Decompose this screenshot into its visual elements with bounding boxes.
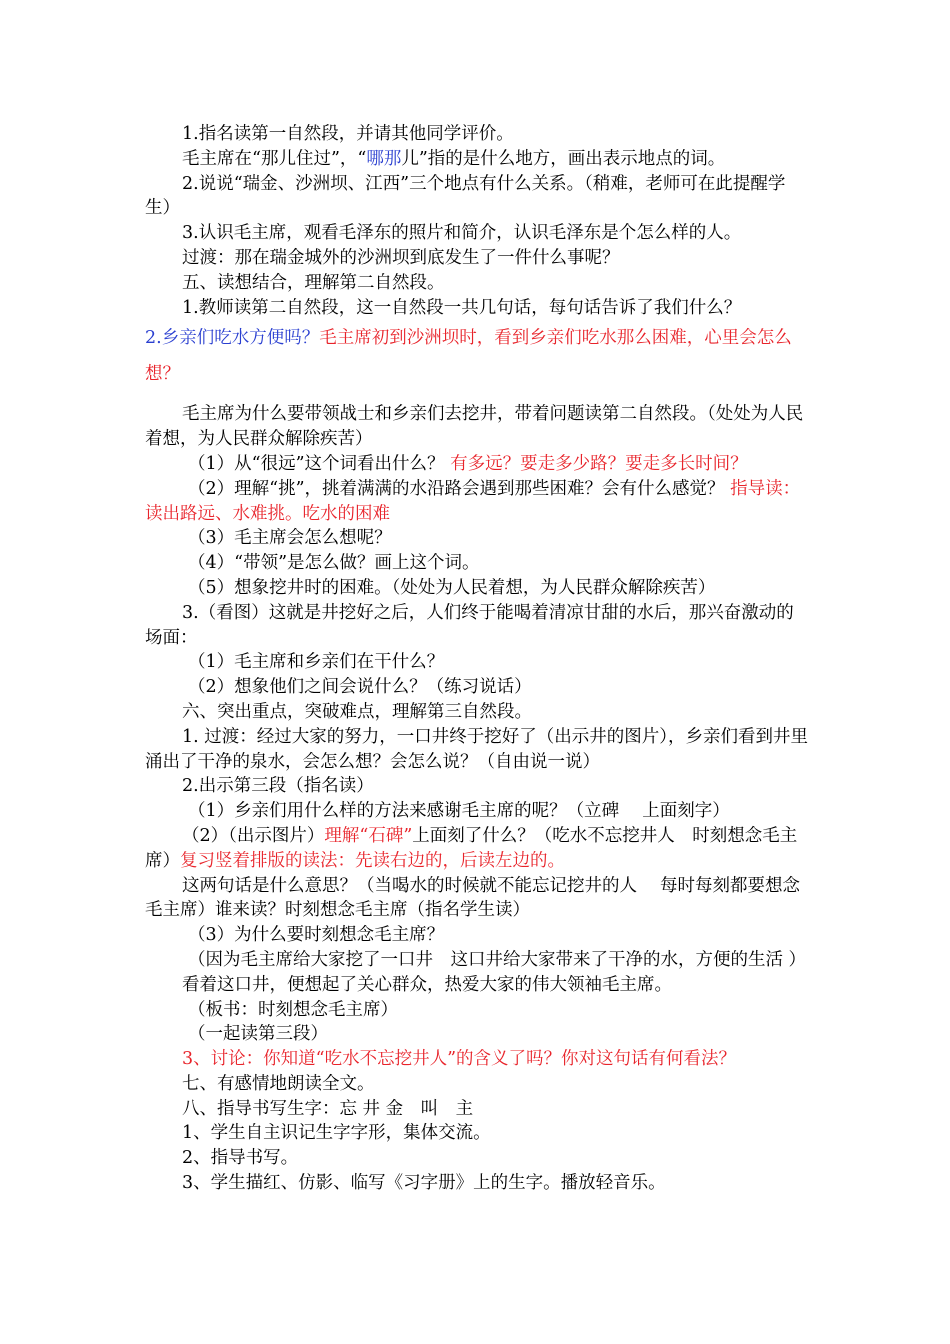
para-31: 八、指导书写生字：忘 井 金 叫 主 bbox=[182, 1098, 474, 1119]
para-10-text: （1）从“很远”这个词看出什么？ bbox=[188, 453, 451, 474]
para-26: 看着这口井，便想起了关心群众，热爱大家的伟大领袖毛主席。 bbox=[182, 974, 672, 995]
para-16: （1）毛主席和乡亲们在干什么？ bbox=[188, 652, 445, 673]
para-23: 这两句话是什么意思？（当喝水的时候就不能忘记挖井的人 每时每刻都要想念毛主席）谁来读？时刻想念毛主席（指名学生读） bbox=[145, 875, 801, 921]
para-8 bbox=[145, 320, 810, 392]
para-4: 3.认识毛主席，观看毛泽东的照片和简介，认识毛泽东是个怎么样的人。 bbox=[182, 223, 742, 244]
document-page bbox=[145, 122, 810, 1196]
para-15: 3.（看图）这就是井挖好之后，人们终于能喝着清凉甘甜的水后，那兴奋激动的场面： bbox=[145, 602, 794, 648]
para-2-text-c: 儿”指的是什么地方，画出表示地点的词。 bbox=[401, 148, 726, 169]
para-12: （3）毛主席会怎么想呢？ bbox=[188, 528, 392, 549]
para-22-text-b: 上面刻了什么？（吃水不忘挖井人 时刻想念毛主席） bbox=[145, 825, 798, 871]
para-5: 过渡：那在瑞金城外的沙洲坝到底发生了一件什么事呢？ bbox=[182, 247, 620, 268]
para-28: （一起读第三段） bbox=[188, 1024, 328, 1045]
para-22-red-a: 理解“石碑” bbox=[324, 825, 413, 846]
para-8-red: 毛主席初到沙洲坝时，看到乡亲们吃水那么困难，心里会怎么想？ bbox=[145, 328, 792, 385]
para-34: 3、学生描红、仿影、临写《习字册》上的生字。播放轻音乐。 bbox=[182, 1173, 666, 1194]
para-1: 1.指名读第一自然段，并请其他同学评价。 bbox=[182, 124, 514, 144]
para-33: 2、指导书写。 bbox=[182, 1148, 299, 1169]
para-21: （1）乡亲们用什么样的方法来感谢毛主席的呢？（立碑 上面刻字） bbox=[188, 801, 730, 822]
para-25: （因为毛主席给大家挖了一口井 这口井给大家带来了干净的水，方便的生活 ） bbox=[188, 949, 807, 970]
para-7: 1.教师读第二自然段，这一自然段一共几句话，每句话告诉了我们什么？ bbox=[182, 297, 742, 318]
para-22 bbox=[145, 824, 810, 874]
para-24: （3）为什么要时刻想念毛主席？ bbox=[188, 925, 445, 946]
para-14: （5）想象挖井时的困难。（处处为人民着想，为人民群众解除疾苦） bbox=[188, 577, 716, 598]
para-22-text-a: （2）（出示图片） bbox=[182, 825, 325, 846]
para-11-red: 指导读：读出路远、水难挑。吃水的困难 bbox=[145, 478, 801, 524]
para-11 bbox=[145, 477, 810, 527]
para-17: （2）想象他们之间会说什么？（练习说话） bbox=[188, 677, 532, 698]
para-2 bbox=[145, 147, 810, 172]
para-22-red-b: 复习竖着排版的读法：先读右边的，后读左边的。 bbox=[180, 850, 565, 871]
para-8-num: 2. bbox=[145, 328, 162, 349]
para-32: 1、学生自主识记生字字形，集体交流。 bbox=[182, 1123, 491, 1144]
para-3: 2.说说“瑞金、沙洲坝、江西”三个地点有什么关系。（稍难，老师可在此提醒学生） bbox=[145, 173, 786, 219]
para-20: 2.出示第三段（指名读） bbox=[182, 776, 374, 797]
para-30: 七、有感情地朗读全文。 bbox=[182, 1073, 375, 1094]
para-8-question: 乡亲们吃水方便吗？ bbox=[161, 328, 320, 349]
para-29: 3、讨论：你知道“吃水不忘挖井人”的含义了吗？你对这句话有何看法？ bbox=[182, 1049, 737, 1070]
para-2-text-a: 毛主席在“那儿住过”，“ bbox=[182, 148, 367, 169]
para-18: 六、突出重点，突破难点，理解第三自然段。 bbox=[182, 701, 532, 722]
para-2-text-blue: 哪那 bbox=[366, 148, 402, 169]
para-6: 五、读想结合，理解第二自然段。 bbox=[182, 272, 445, 293]
para-13: （4）“带领”是怎么做？画上这个词。 bbox=[188, 553, 480, 574]
para-10-red: 有多远？要走多少路？要走多长时间？ bbox=[450, 453, 748, 474]
para-10 bbox=[145, 452, 810, 477]
spacer bbox=[145, 392, 810, 402]
para-11-text: （2）理解“挑”，挑着满满的水沿路会遇到那些困难？会有什么感觉？ bbox=[188, 478, 731, 499]
para-19: 1. 过渡：经过大家的努力，一口井终于挖好了（出示井的图片），乡亲们看到井里涌出了干净的泉水，会怎么想？会怎么说？（自由说一说） bbox=[145, 726, 809, 772]
para-9: 毛主席为什么要带领战士和乡亲们去挖井，带着问题读第二自然段。（处处为人民着想，为人民群众解除疾苦） bbox=[145, 404, 804, 450]
para-27: （板书：时刻想念毛主席） bbox=[188, 999, 398, 1020]
